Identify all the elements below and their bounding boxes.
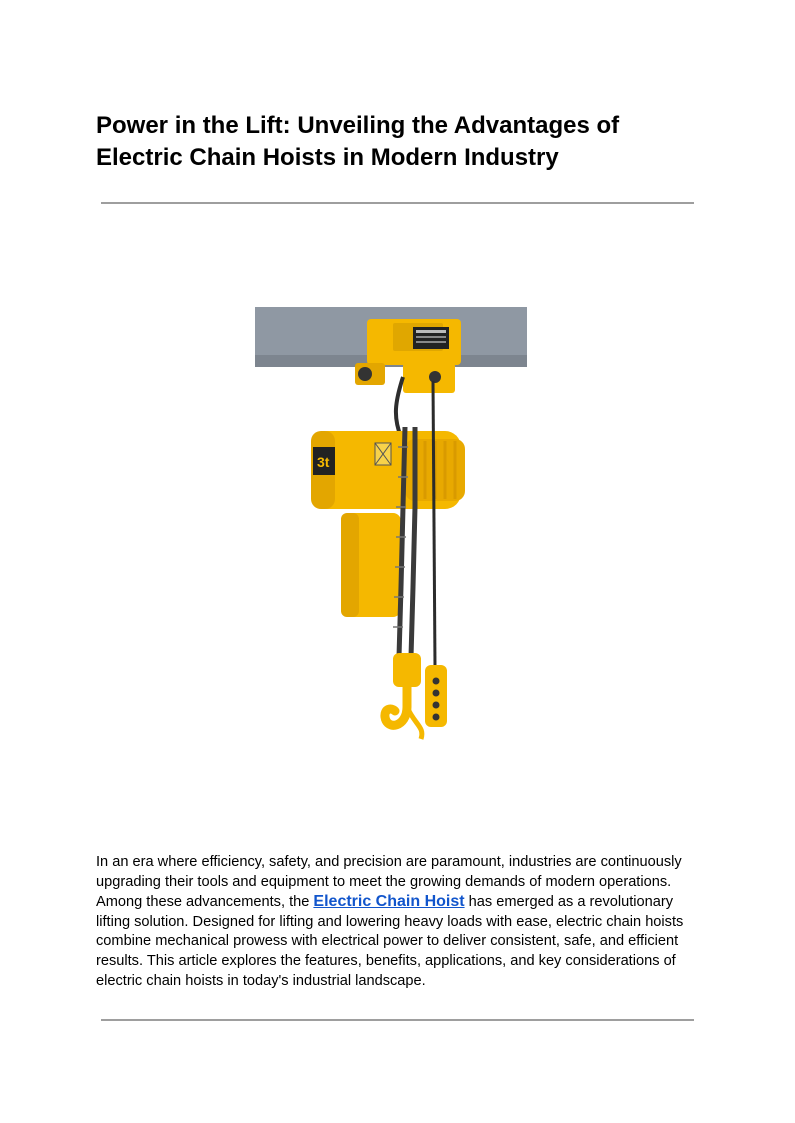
paragraph-line: electric chain hoists in today's industrial landscape. — [96, 972, 426, 989]
paragraph-line: results. This article explores the features, benefits, applications, and key considerations of — [96, 952, 676, 969]
paragraph-text: Among these advancements, the — [96, 894, 314, 911]
electric-chain-hoist-image — [255, 307, 527, 759]
article-title — [96, 110, 696, 174]
paragraph-line: lifting solution. Designed for lifting and lowering heavy loads with ease, electric chain hoists — [96, 913, 684, 930]
electric-chain-hoist-link[interactable]: Electric Chain Hoist — [313, 893, 465, 911]
paragraph-line: In an era where efficiency, safety, and precision are paramount, industries are continuously — [96, 854, 682, 870]
paragraph-line — [96, 892, 701, 913]
hook — [385, 687, 407, 725]
divider-top — [101, 202, 694, 204]
capacity-label: 3t — [317, 454, 330, 470]
divider-bottom — [101, 1019, 694, 1021]
paragraph-line: combine mechanical prowess with electrical power to deliver consistent, safe, and efficient — [96, 933, 679, 950]
article-title-line-2: Electric Chain Hoists in Modern Industry — [96, 144, 559, 171]
paragraph-text: has emerged as a revolutionary — [464, 894, 674, 911]
article-title-line-1: Power in the Lift: Unveiling the Advantages of — [96, 112, 620, 139]
hook-block — [393, 653, 421, 687]
paragraph-line: upgrading their tools and equipment to meet the growing demands of modern operations. — [96, 873, 672, 890]
intro-paragraph — [96, 853, 701, 991]
pendant-cable — [433, 381, 435, 667]
